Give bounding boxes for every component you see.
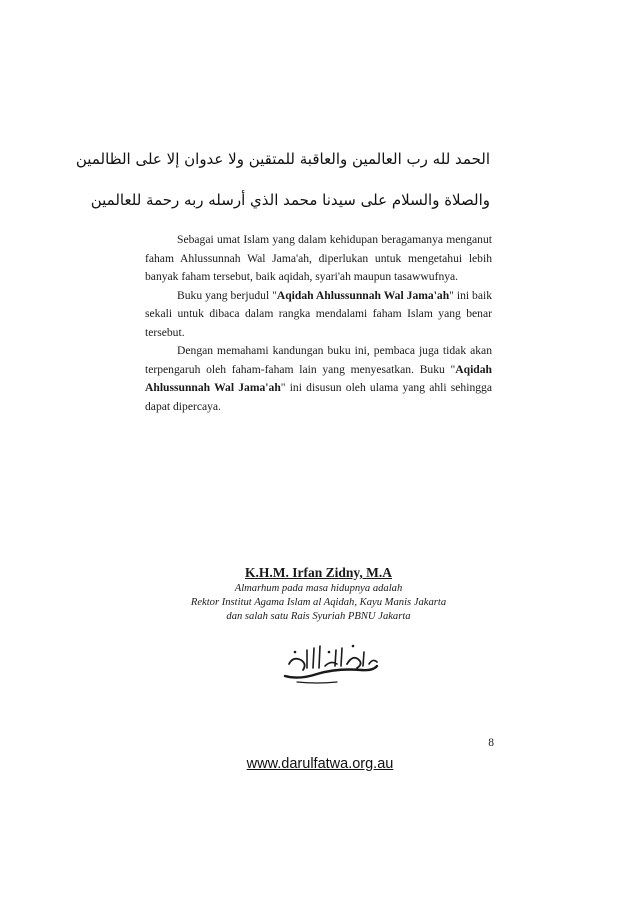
paragraph-3-end: " ini disusun oleh ulama yang ahli sehingga dapat dipercaya. xyxy=(145,381,492,413)
author-description-3: dan salah satu Rais Syuriah PBNU Jakarta xyxy=(226,611,411,622)
paragraph-3-start: Dengan memahami kandungan buku ini, pembaca juga tidak akan terpengaruh oleh faham-faham lain yang menyesatkan. Buku " xyxy=(145,344,492,376)
arabic-salawat-line: والصلاة والسلام على سيدنا محمد الذي أرسله ربه رحمة للعالمين xyxy=(90,191,490,209)
author-description-1: Almarhum pada masa hidupnya adalah xyxy=(234,583,403,594)
page-number: 8 xyxy=(488,737,494,749)
paragraph-2 xyxy=(145,287,492,343)
paragraph-1: Sebagai umat Islam yang dalam kehidupan beragamanya menganut faham Ahlussunnah Wal Jama'ah, diperlukan untuk mengetahui lebih banyak faham tersebut, baik aqidah, syari'ah maupun tasawwufnya. xyxy=(145,233,492,283)
arabic-praise-line: الحمد لله رب العالمين والعاقبة للمتقين ولا عدوان إلا على الظالمين xyxy=(75,150,490,168)
paragraph-2-start: Buku yang berjudul " xyxy=(177,288,277,302)
website-link[interactable]: www.darulfatwa.org.au xyxy=(246,756,394,772)
paragraph-3 xyxy=(145,342,492,416)
paragraph-2-end: " ini baik sekali untuk dibaca dalam rangka mendalami faham Islam yang benar tersebut. xyxy=(145,288,492,339)
foreword-text xyxy=(145,231,492,416)
bismillah-calligraphy xyxy=(277,638,383,684)
author-description-2: Rektor Institut Agama Islam al Aqidah, Kayu Manis Jakarta xyxy=(190,597,447,608)
author-name: K.H.M. Irfan Zidny, M.A xyxy=(244,565,392,580)
book-title: Aqidah Ahlussunnah Wal Jama'ah xyxy=(145,362,492,394)
book-title: Aqidah Ahlussunnah Wal Jama'ah xyxy=(276,288,450,302)
